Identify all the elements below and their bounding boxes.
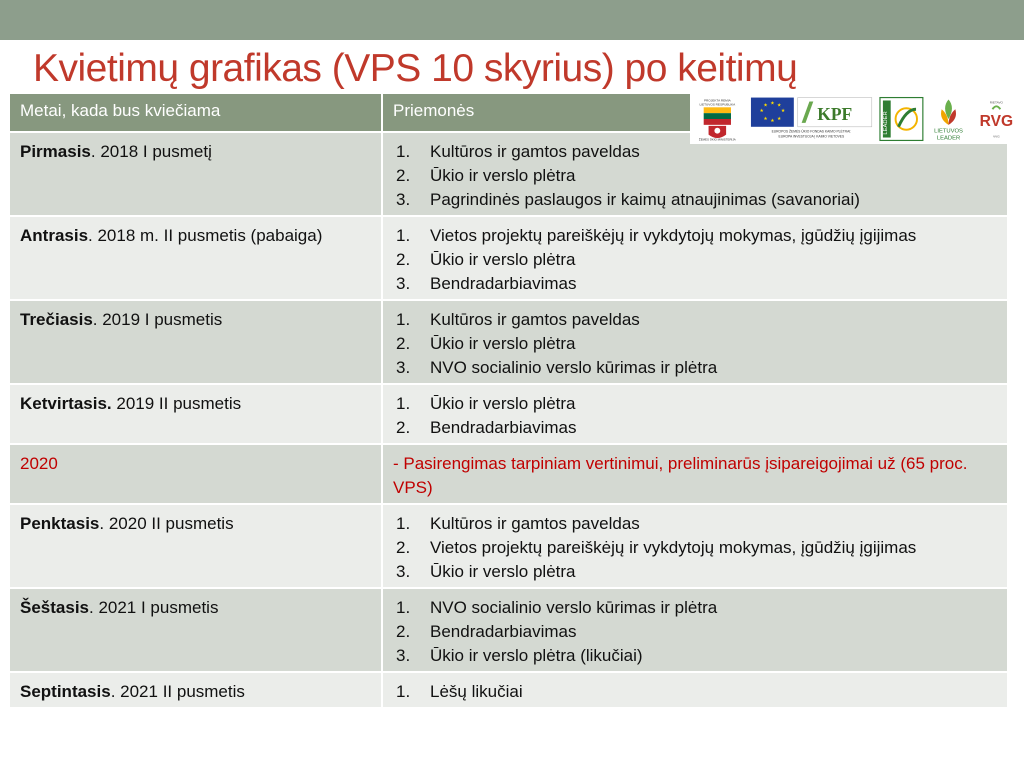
- measures-cell: [382, 216, 1007, 300]
- list-item-number: 1.: [396, 226, 411, 245]
- list-item: [393, 392, 997, 416]
- top-bar: [0, 0, 1024, 40]
- svg-text:★: ★: [769, 100, 775, 107]
- svg-text:ŽEMĖS ŪKIO MINISTERIJA: ŽEMĖS ŪKIO MINISTERIJA: [698, 137, 736, 142]
- period-text: . 2019 I pusmetis: [92, 310, 223, 329]
- measures-cell: [382, 444, 1007, 504]
- measures-list: [393, 680, 997, 704]
- svg-text:★: ★: [780, 108, 785, 115]
- period-text: . 2021 II pusmetis: [110, 682, 245, 701]
- measures-list: [393, 512, 997, 584]
- list-item-number: 3.: [396, 562, 411, 581]
- period-text: . 2018 I pusmetį: [90, 142, 212, 161]
- list-item-number: 3.: [396, 190, 411, 209]
- list-item-text: Vietos projektų pareiškėjų ir vykdytojų mokymas, įgūdžių įgijimas: [430, 226, 917, 245]
- list-item-text: Bendradarbiavimas: [430, 418, 577, 437]
- table-row: [10, 132, 1007, 216]
- measures-list: [393, 140, 997, 212]
- call-period-cell: [10, 504, 382, 588]
- list-item-number: 2.: [396, 538, 411, 557]
- list-item-number: 2.: [396, 250, 411, 269]
- svg-text:EUROPA INVESTUOJA Į KAIMO VIET: EUROPA INVESTUOJA Į KAIMO VIETOVES: [778, 134, 844, 139]
- header-years: Metai, kada bus kviečiama: [10, 94, 382, 132]
- list-item-text: NVO socialinio verslo kūrimas ir plėtra: [430, 358, 718, 377]
- call-ordinal: Pirmasis: [20, 142, 91, 161]
- lietuvos-leader-logo: [930, 95, 967, 143]
- list-item: [393, 644, 997, 668]
- leader-logo: [879, 95, 924, 143]
- list-item-number: 2.: [396, 334, 411, 353]
- list-item: [393, 248, 997, 272]
- call-ordinal: Šeštasis: [20, 598, 89, 617]
- rvg-logo: [973, 95, 1020, 143]
- list-item: [393, 680, 997, 704]
- leader-text: LEADER: [883, 111, 890, 135]
- call-period-cell: [10, 672, 382, 707]
- measures-cell: [382, 384, 1007, 444]
- list-item-number: 3.: [396, 274, 411, 293]
- list-item-number: 1.: [396, 142, 411, 161]
- list-item: [393, 416, 997, 440]
- list-item: [393, 164, 997, 188]
- svg-text:VVG: VVG: [993, 134, 1000, 139]
- list-item-number: 1.: [396, 598, 411, 617]
- list-item-number: 1.: [396, 394, 411, 413]
- list-item: [393, 332, 997, 356]
- list-item: [393, 272, 997, 296]
- list-item-number: 2.: [396, 166, 411, 185]
- list-item-text: NVO socialinio verslo kūrimas ir plėtra: [430, 598, 718, 617]
- list-item-number: 2.: [396, 622, 411, 641]
- period-text: . 2021 I pusmetis: [89, 598, 219, 617]
- table-row: [10, 216, 1007, 300]
- call-ordinal: Antrasis: [20, 226, 89, 245]
- list-item-text: Kultūros ir gamtos paveldas: [430, 514, 640, 533]
- list-item-number: 2.: [396, 418, 411, 437]
- call-ordinal: Ketvirtasis.: [20, 394, 112, 413]
- list-item-text: Kultūros ir gamtos paveldas: [430, 142, 640, 161]
- schedule-rows: [10, 132, 1007, 707]
- svg-text:★: ★: [763, 115, 768, 122]
- list-item-text: Ūkio ir verslo plėtra: [430, 334, 576, 353]
- header-measures: Priemonės: [382, 94, 1007, 132]
- slide-title: Kvietimų grafikas (VPS 10 skyrius) po keitimų: [33, 47, 798, 90]
- list-item-text: Ūkio ir verslo plėtra: [430, 250, 576, 269]
- call-period-cell: [10, 132, 382, 216]
- call-ordinal: Penktasis: [20, 514, 100, 533]
- period-text: . 2020 II pusmetis: [99, 514, 234, 533]
- svg-text:★: ★: [763, 102, 768, 109]
- measures-list: [393, 392, 997, 440]
- list-item-text: Bendradarbiavimas: [430, 622, 577, 641]
- list-item: [393, 596, 997, 620]
- table-row: [10, 300, 1007, 384]
- list-item: [393, 536, 997, 560]
- call-period-cell: [10, 300, 382, 384]
- period-text: . 2018 m. II pusmetis (pabaiga): [88, 226, 323, 245]
- schedule-table: [10, 94, 1007, 707]
- list-item-text: Bendradarbiavimas: [430, 274, 577, 293]
- call-ordinal: Septintasis: [20, 682, 111, 701]
- svg-text:LIETUVOS: LIETUVOS: [934, 128, 964, 135]
- list-item-number: 3.: [396, 358, 411, 377]
- measures-list: [393, 308, 997, 380]
- list-item-text: Ūkio ir verslo plėtra (likučiai): [430, 646, 643, 665]
- call-period-cell: [10, 444, 382, 504]
- call-period-cell: [10, 588, 382, 672]
- measures-cell: [382, 504, 1007, 588]
- kpf-text: KPF: [816, 103, 852, 124]
- svg-text:★: ★: [776, 115, 782, 122]
- call-period-cell: [10, 216, 382, 300]
- eu-flag-logo: [749, 95, 874, 143]
- table-row: [10, 504, 1007, 588]
- period-text: 2019 II pusmetis: [111, 394, 242, 413]
- list-item-text: Vietos projektų pareiškėjų ir vykdytojų mokymas, įgūdžių įgijimas: [430, 538, 917, 557]
- list-item: [393, 620, 997, 644]
- list-item-number: 1.: [396, 682, 411, 701]
- rvg-text: RVG: [979, 112, 1014, 130]
- table-row: [10, 672, 1007, 707]
- table-row: [10, 588, 1007, 672]
- call-ordinal: Trečiasis: [20, 310, 93, 329]
- list-item: [393, 308, 997, 332]
- svg-text:LEADER: LEADER: [937, 135, 961, 142]
- call-period-cell: [10, 384, 382, 444]
- list-item-text: Kultūros ir gamtos paveldas: [430, 310, 640, 329]
- list-item: [393, 512, 997, 536]
- svg-text:★: ★: [776, 102, 782, 109]
- note-text: - Pasirengimas tarpiniam vertinimui, preliminarūs įsipareigojimai už (65 proc. VPS): [393, 454, 968, 497]
- ministry-logo: [692, 95, 743, 143]
- list-item-text: Pagrindinės paslaugos ir kaimų atnaujinimas (savanoriai): [430, 190, 860, 209]
- svg-text:★: ★: [759, 108, 764, 115]
- list-item: [393, 356, 997, 380]
- list-item-text: Ūkio ir verslo plėtra: [430, 166, 576, 185]
- svg-text:LIETUVOS RESPUBLIKA: LIETUVOS RESPUBLIKA: [699, 102, 736, 107]
- table-row: [10, 444, 1007, 504]
- measures-list: [393, 596, 997, 668]
- measures-cell: [382, 300, 1007, 384]
- svg-text:EUROPOS ŽEMĖS ŪKIO FONDAS KAIM: EUROPOS ŽEMĖS ŪKIO FONDAS KAIMO PLĖTRAI:: [771, 129, 851, 134]
- svg-text:RIETAVO: RIETAVO: [990, 100, 1004, 105]
- period-text: 2020: [20, 454, 58, 473]
- ministry-logo-caption: PROJEKTA REMIA: [703, 98, 731, 103]
- measures-cell: [382, 588, 1007, 672]
- list-item-text: Ūkio ir verslo plėtra: [430, 562, 576, 581]
- list-item-number: 3.: [396, 646, 411, 665]
- measures-cell: [382, 672, 1007, 707]
- measures-list: [393, 224, 997, 296]
- list-item: [393, 560, 997, 584]
- measures-cell: [382, 132, 1007, 216]
- list-item-text: Ūkio ir verslo plėtra: [430, 394, 576, 413]
- table-row: [10, 384, 1007, 444]
- list-item: [393, 188, 997, 212]
- logo-strip: [690, 94, 1020, 144]
- list-item: [393, 224, 997, 248]
- list-item-number: 1.: [396, 514, 411, 533]
- list-item-number: 1.: [396, 310, 411, 329]
- svg-text:★: ★: [769, 117, 775, 124]
- list-item-text: Lėšų likučiai: [430, 682, 523, 701]
